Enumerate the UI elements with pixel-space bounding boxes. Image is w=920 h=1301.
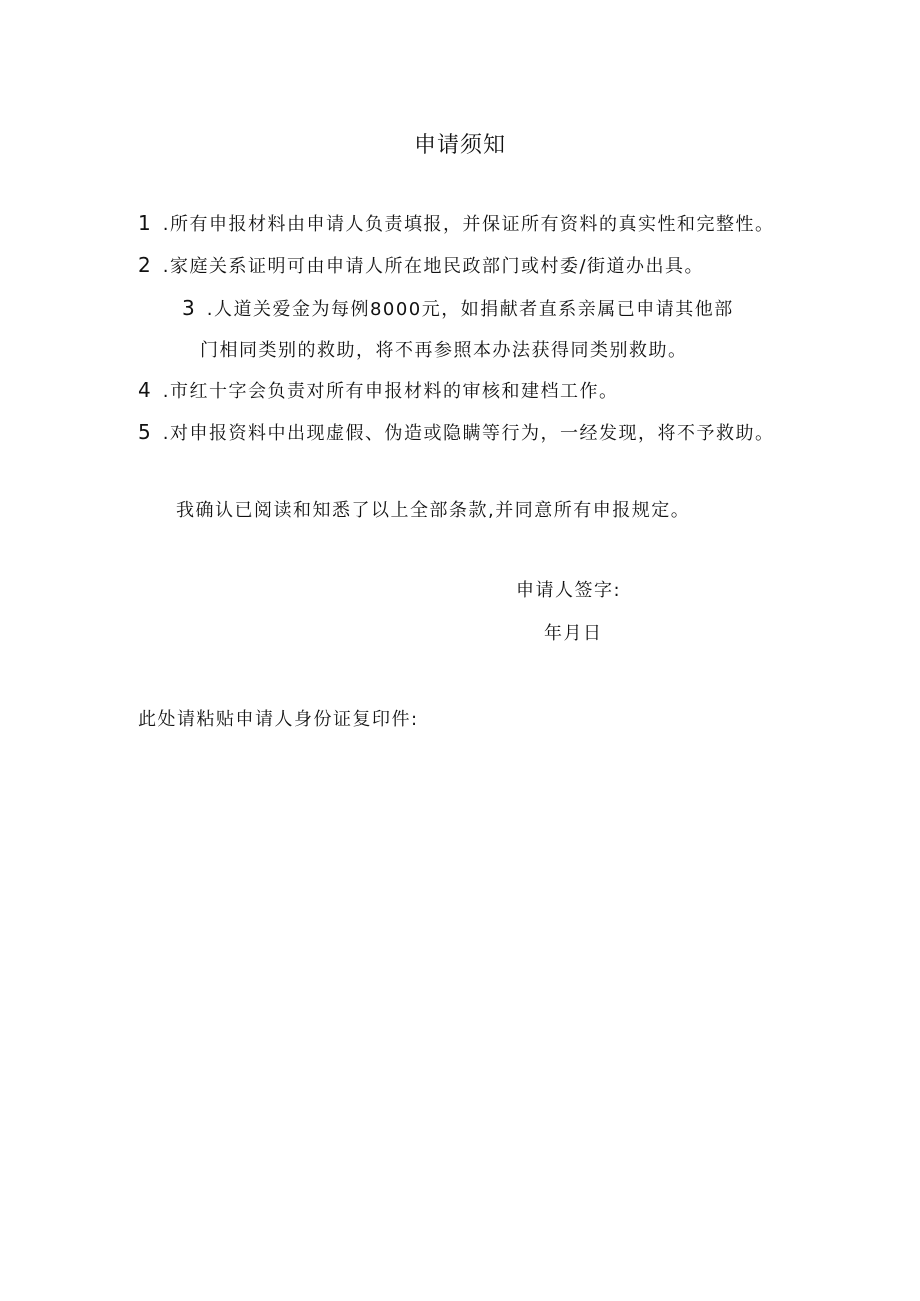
- item-text: .人道关爱金为每例8000元，如捐献者直系亲属已申请其他部: [206, 299, 734, 320]
- list-item-continuation: 门相同类别的救助，将不再参照本办法获得同类别救助。: [200, 340, 688, 361]
- list-item: [138, 252, 704, 278]
- item-number: 3: [182, 296, 195, 320]
- item-text: .所有申报材料由申请人负责填报，并保证所有资料的真实性和完整性。: [162, 214, 775, 235]
- item-text: .对申报资料中出现虚假、伪造或隐瞒等行为，一经发现，将不予救助。: [162, 423, 775, 444]
- item-number: 2: [138, 253, 151, 277]
- item-text: .市红十字会负责对所有申报材料的审核和建档工作。: [162, 381, 619, 402]
- confirmation-statement: 我确认已阅读和知悉了以上全部条款,并同意所有申报规定。: [176, 500, 691, 521]
- item-number: 4: [138, 378, 151, 402]
- date-label: 年月日: [544, 623, 603, 644]
- item-number: 5: [138, 420, 151, 444]
- list-item: [138, 419, 774, 445]
- page-title: 申请须知: [413, 133, 506, 158]
- id-copy-paste-label: 此处请粘贴申请人身份证复印件:: [138, 709, 419, 730]
- item-text: .家庭关系证明可由申请人所在地民政部门或村委/街道办出具。: [162, 256, 705, 277]
- list-item: [138, 210, 774, 236]
- list-item: [138, 377, 618, 403]
- list-item: [182, 295, 734, 321]
- signature-label: 申请人签字:: [516, 580, 622, 601]
- item-number: 1: [138, 211, 151, 235]
